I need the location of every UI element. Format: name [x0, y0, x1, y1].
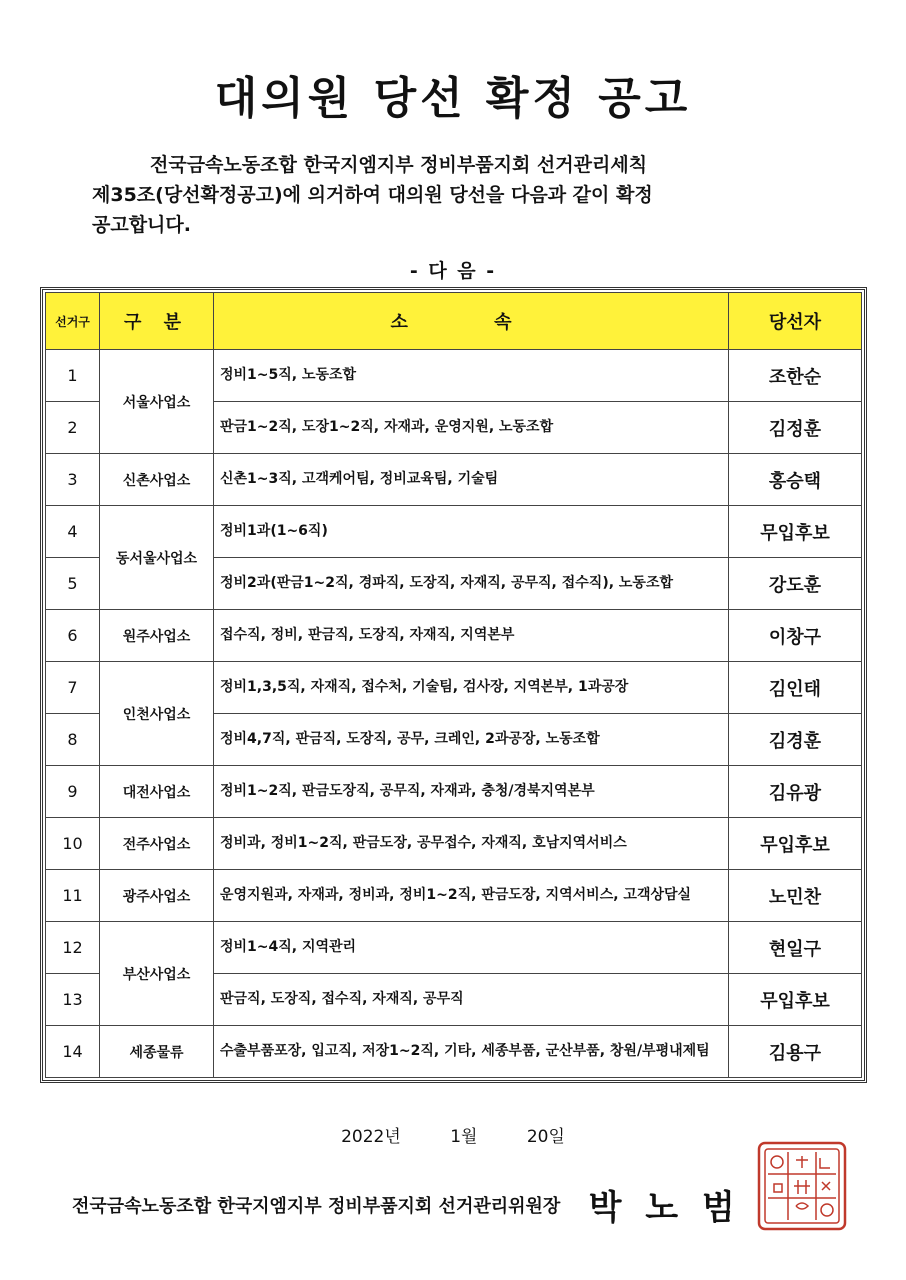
table-row [46, 350, 862, 402]
district-number: 1 [46, 350, 100, 402]
elected-name: 김경훈 [729, 714, 862, 766]
elected-name: 무입후보 [729, 974, 862, 1026]
elected-name: 이창구 [729, 610, 862, 662]
department-list: 판금직, 도장직, 접수직, 자재직, 공무직 [214, 974, 729, 1026]
table-row [46, 454, 862, 506]
intro-line-3: 공고합니다. [92, 214, 191, 236]
office-name: 동서울사업소 [100, 506, 214, 610]
department-list: 수출부품포장, 입고직, 저장1~2직, 기타, 세종부품, 군산부품, 창원/부평내제팀 [214, 1026, 729, 1078]
district-number: 12 [46, 922, 100, 974]
table-row [46, 1026, 862, 1078]
district-number: 5 [46, 558, 100, 610]
intro-line-1: 전국금속노동조합 한국지엠지부 정비부품지회 선거관리세칙 [150, 154, 648, 176]
elected-name: 조한순 [729, 350, 862, 402]
department-list: 운영지원과, 자재과, 정비과, 정비1~2직, 판금도장, 지역서비스, 고객상담실 [214, 870, 729, 922]
table-row [46, 766, 862, 818]
results-table-frame [40, 287, 867, 1083]
department-list: 접수직, 정비, 판금직, 도장직, 자재직, 지역본부 [214, 610, 729, 662]
office-name: 대전사업소 [100, 766, 214, 818]
office-name: 전주사업소 [100, 818, 214, 870]
date-month: 1월 [450, 1127, 478, 1147]
intro-paragraph [92, 150, 812, 240]
office-name: 부산사업소 [100, 922, 214, 1026]
department-list: 정비1~2직, 판금도장직, 공무직, 자재과, 충청/경북지역본부 [214, 766, 729, 818]
signature-block [72, 1180, 852, 1229]
header-category: 구 분 [100, 293, 214, 350]
district-number: 9 [46, 766, 100, 818]
header-elected: 당선자 [729, 293, 862, 350]
elected-name: 김유광 [729, 766, 862, 818]
department-list: 정비과, 정비1~2직, 판금도장, 공무접수, 자재직, 호남지역서비스 [214, 818, 729, 870]
elected-name: 무입후보 [729, 818, 862, 870]
department-list: 판금1~2직, 도장1~2직, 자재과, 운영지원, 노동조합 [214, 402, 729, 454]
elected-name: 노민찬 [729, 870, 862, 922]
date-year: 2022년 [341, 1127, 401, 1147]
department-list: 정비4,7직, 판금직, 도장직, 공무, 크레인, 2과공장, 노동조합 [214, 714, 729, 766]
department-list: 정비1,3,5직, 자재직, 접수처, 기술팀, 검사장, 지역본부, 1과공장 [214, 662, 729, 714]
results-table [45, 292, 862, 1078]
office-name: 세종물류 [100, 1026, 214, 1078]
table-row [46, 610, 862, 662]
table-row [46, 662, 862, 714]
table-row [46, 870, 862, 922]
office-name: 인천사업소 [100, 662, 214, 766]
department-list: 신촌1~3직, 고객케어팀, 정비교육팀, 기술팀 [214, 454, 729, 506]
next-label: - 다 음 - [409, 260, 497, 282]
department-list: 정비1~4직, 지역관리 [214, 922, 729, 974]
elected-name: 김인태 [729, 662, 862, 714]
date-day: 20일 [526, 1127, 565, 1147]
department-list: 정비1~5직, 노동조합 [214, 350, 729, 402]
office-name: 광주사업소 [100, 870, 214, 922]
elected-name: 김용구 [729, 1026, 862, 1078]
header-affiliation: 소 속 [214, 293, 729, 350]
chair-title: 전국금속노동조합 한국지엠지부 정비부품지회 선거관리위원장 [72, 1195, 561, 1217]
table-row [46, 818, 862, 870]
office-name: 신촌사업소 [100, 454, 214, 506]
elected-name: 현일구 [729, 922, 862, 974]
department-list: 정비2과(판금1~2직, 경파직, 도장직, 자재직, 공무직, 접수직), 노동조합 [214, 558, 729, 610]
table-row [46, 922, 862, 974]
district-number: 3 [46, 454, 100, 506]
page-title: 대의원 당선 확정 공고 [214, 73, 692, 124]
district-number: 4 [46, 506, 100, 558]
district-number: 7 [46, 662, 100, 714]
intro-line-2: 제35조(당선확정공고)에 의거하여 대의원 당선을 다음과 같이 확정 [92, 184, 653, 206]
department-list: 정비1과(1~6직) [214, 506, 729, 558]
office-name: 원주사업소 [100, 610, 214, 662]
header-district: 선거구 [46, 293, 100, 350]
chair-signature: 박 노 범 [588, 1188, 741, 1228]
district-number: 10 [46, 818, 100, 870]
official-seal-icon [756, 1140, 848, 1232]
district-number: 8 [46, 714, 100, 766]
district-number: 14 [46, 1026, 100, 1078]
district-number: 6 [46, 610, 100, 662]
district-number: 2 [46, 402, 100, 454]
office-name: 서울사업소 [100, 350, 214, 454]
district-number: 13 [46, 974, 100, 1026]
district-number: 11 [46, 870, 100, 922]
table-row [46, 506, 862, 558]
elected-name: 홍승택 [729, 454, 862, 506]
elected-name: 김정훈 [729, 402, 862, 454]
elected-name: 강도훈 [729, 558, 862, 610]
elected-name: 무입후보 [729, 506, 862, 558]
